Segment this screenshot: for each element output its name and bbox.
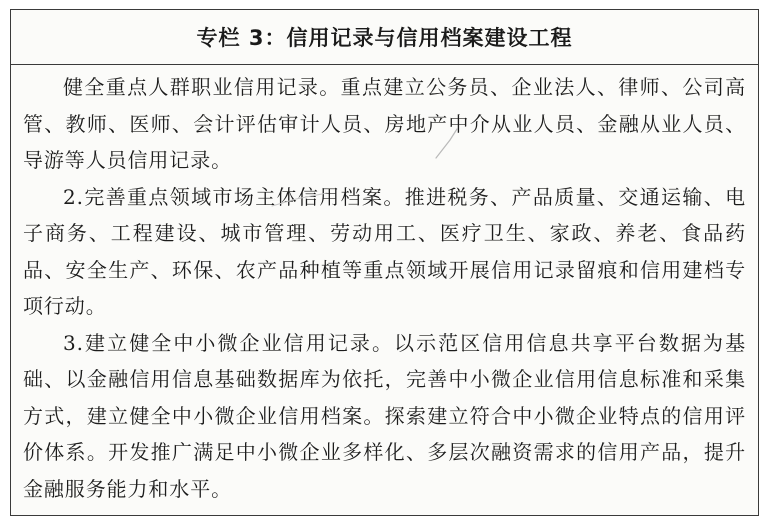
paragraph-3: 3.建立健全中小微企业信用记录。以示范区信用信息共享平台数据为基础、以金融信用信息基础数据库为依托，完善中小微企业信用信息标准和采集方式，建立健全中小微企业信用档案。探索建立符合中小微企业特点的信用评价体系。开发推广满足中小微企业多样化、多层次融资需求的信用产品，提升金融服务能力和水平。 — [23, 330, 746, 501]
box-title-row — [11, 10, 758, 65]
paragraph-2: 2.完善重点领域市场主体信用档案。推进税务、产品质量、交通运输、电子商务、工程建设、城市管理、劳动用工、医疗卫生、家政、养老、食品药品、安全生产、环保、农产品种植等重点领域开展信用记录留痕和信用建档专项行动。 — [23, 184, 746, 318]
paragraph-1: 健全重点人群职业信用记录。重点建立公务员、企业法人、律师、公司高管、教师、医师、会计评估审计人员、房地产中介从业人员、金融从业人员、导游等人员信用记录。 — [23, 75, 746, 172]
box-content — [11, 65, 758, 507]
box-title: 专栏 3：信用记录与信用档案建设工程 — [196, 26, 573, 50]
feature-box — [10, 9, 759, 516]
